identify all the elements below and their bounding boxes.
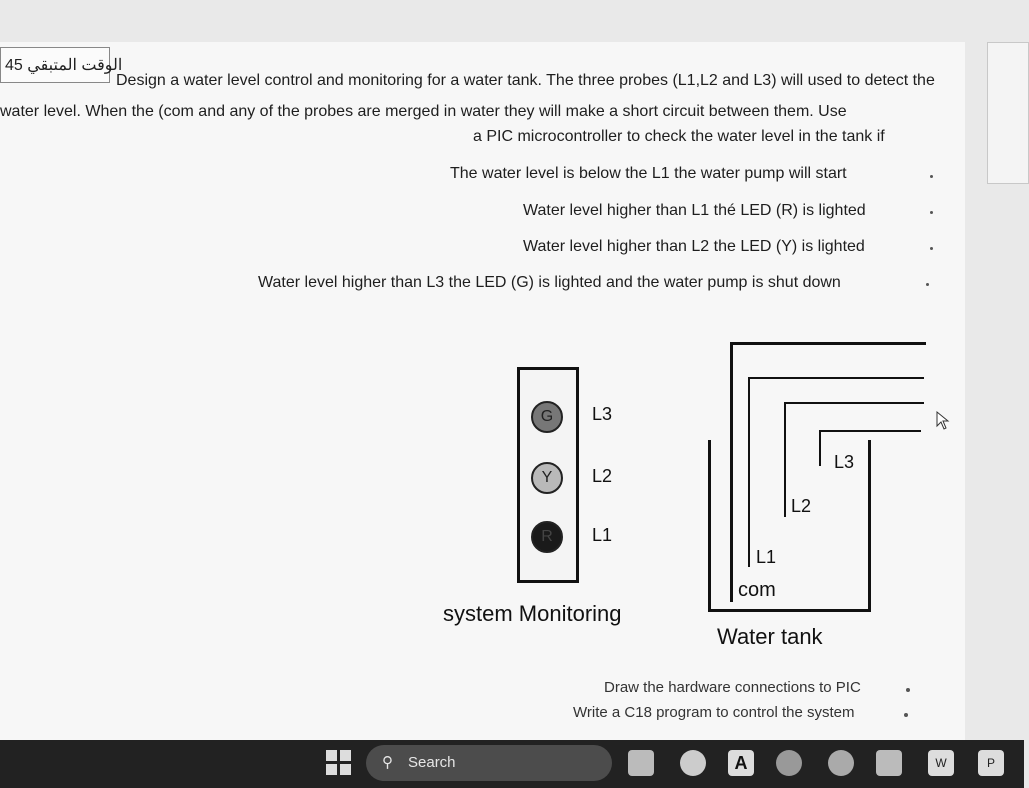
tank-bottom [708,609,871,612]
tank-caption: Water tank [717,624,823,649]
condition-1: The water level is below the L1 the water pump will start [450,165,847,182]
question-line-1: Design a water level control and monitoring for a water tank. The three probes (L1,L2 and L3) will used to detect the [116,72,935,89]
tank-label-com: com [738,579,776,601]
tank-label-l2: L2 [791,496,812,516]
taskbar-search[interactable] [366,745,612,781]
led-green: G [531,401,563,433]
question-line-3: a PIC microcontroller to check the water level in the tank if [473,128,885,145]
bullet-dot [930,247,933,250]
probe-l1-vertical [748,377,750,567]
probe-l2-vertical [784,402,786,517]
tank-right-wall [868,440,871,612]
start-icon[interactable] [326,750,352,776]
probe-l2-horizontal [784,402,924,404]
monitor-caption: system Monitoring [443,601,622,626]
led-label-l3: L3 [592,404,613,424]
bullet-dot [904,713,908,717]
task-1: Draw the hardware connections to PIC [604,679,861,696]
mouse-pointer-icon [936,411,950,431]
powerpoint-icon[interactable]: P [978,750,1004,776]
task-2: Write a C18 program to control the system [573,704,855,721]
search-icon: ⚲ [382,754,393,771]
condition-2: Water level higher than L1 thé LED (R) is lighted [523,202,866,219]
probe-l3-vertical [819,430,821,466]
bullet-dot [906,688,910,692]
bullet-dot [930,175,933,178]
question-line-2: water level. When the (com and any of the probes are merged in water they will make a short circuit between them. Use [0,103,847,120]
led-label-l1: L1 [592,525,613,545]
bullet-dot [930,211,933,214]
side-panel[interactable] [987,42,1029,184]
bullet-dot [926,283,929,286]
word-icon[interactable]: W [928,750,954,776]
probe-com-horizontal [730,342,926,345]
task-view-icon[interactable] [628,750,654,776]
led-red: R [531,521,563,553]
chat-icon[interactable] [680,750,706,776]
search-placeholder: Search [408,754,456,771]
led-yellow: Y [531,462,563,494]
file-explorer-icon[interactable] [876,750,902,776]
chrome-icon[interactable] [776,750,802,776]
led-label-l2: L2 [592,466,613,486]
condition-4: Water level higher than L3 the LED (G) is lighted and the water pump is shut down [258,274,841,291]
tank-label-l3: L3 [834,452,855,472]
app-a-icon[interactable]: A [728,750,754,776]
tank-label-l1: L1 [756,547,777,567]
tank-left-wall [708,440,711,612]
remaining-time-badge: 45 الوقت المتبقي [0,47,110,83]
condition-3: Water level higher than L2 the LED (Y) is lighted [523,238,865,255]
probe-l1-horizontal [748,377,924,379]
edge-icon[interactable] [828,750,854,776]
probe-l3-horizontal [819,430,921,432]
probe-com-vertical [730,342,733,602]
